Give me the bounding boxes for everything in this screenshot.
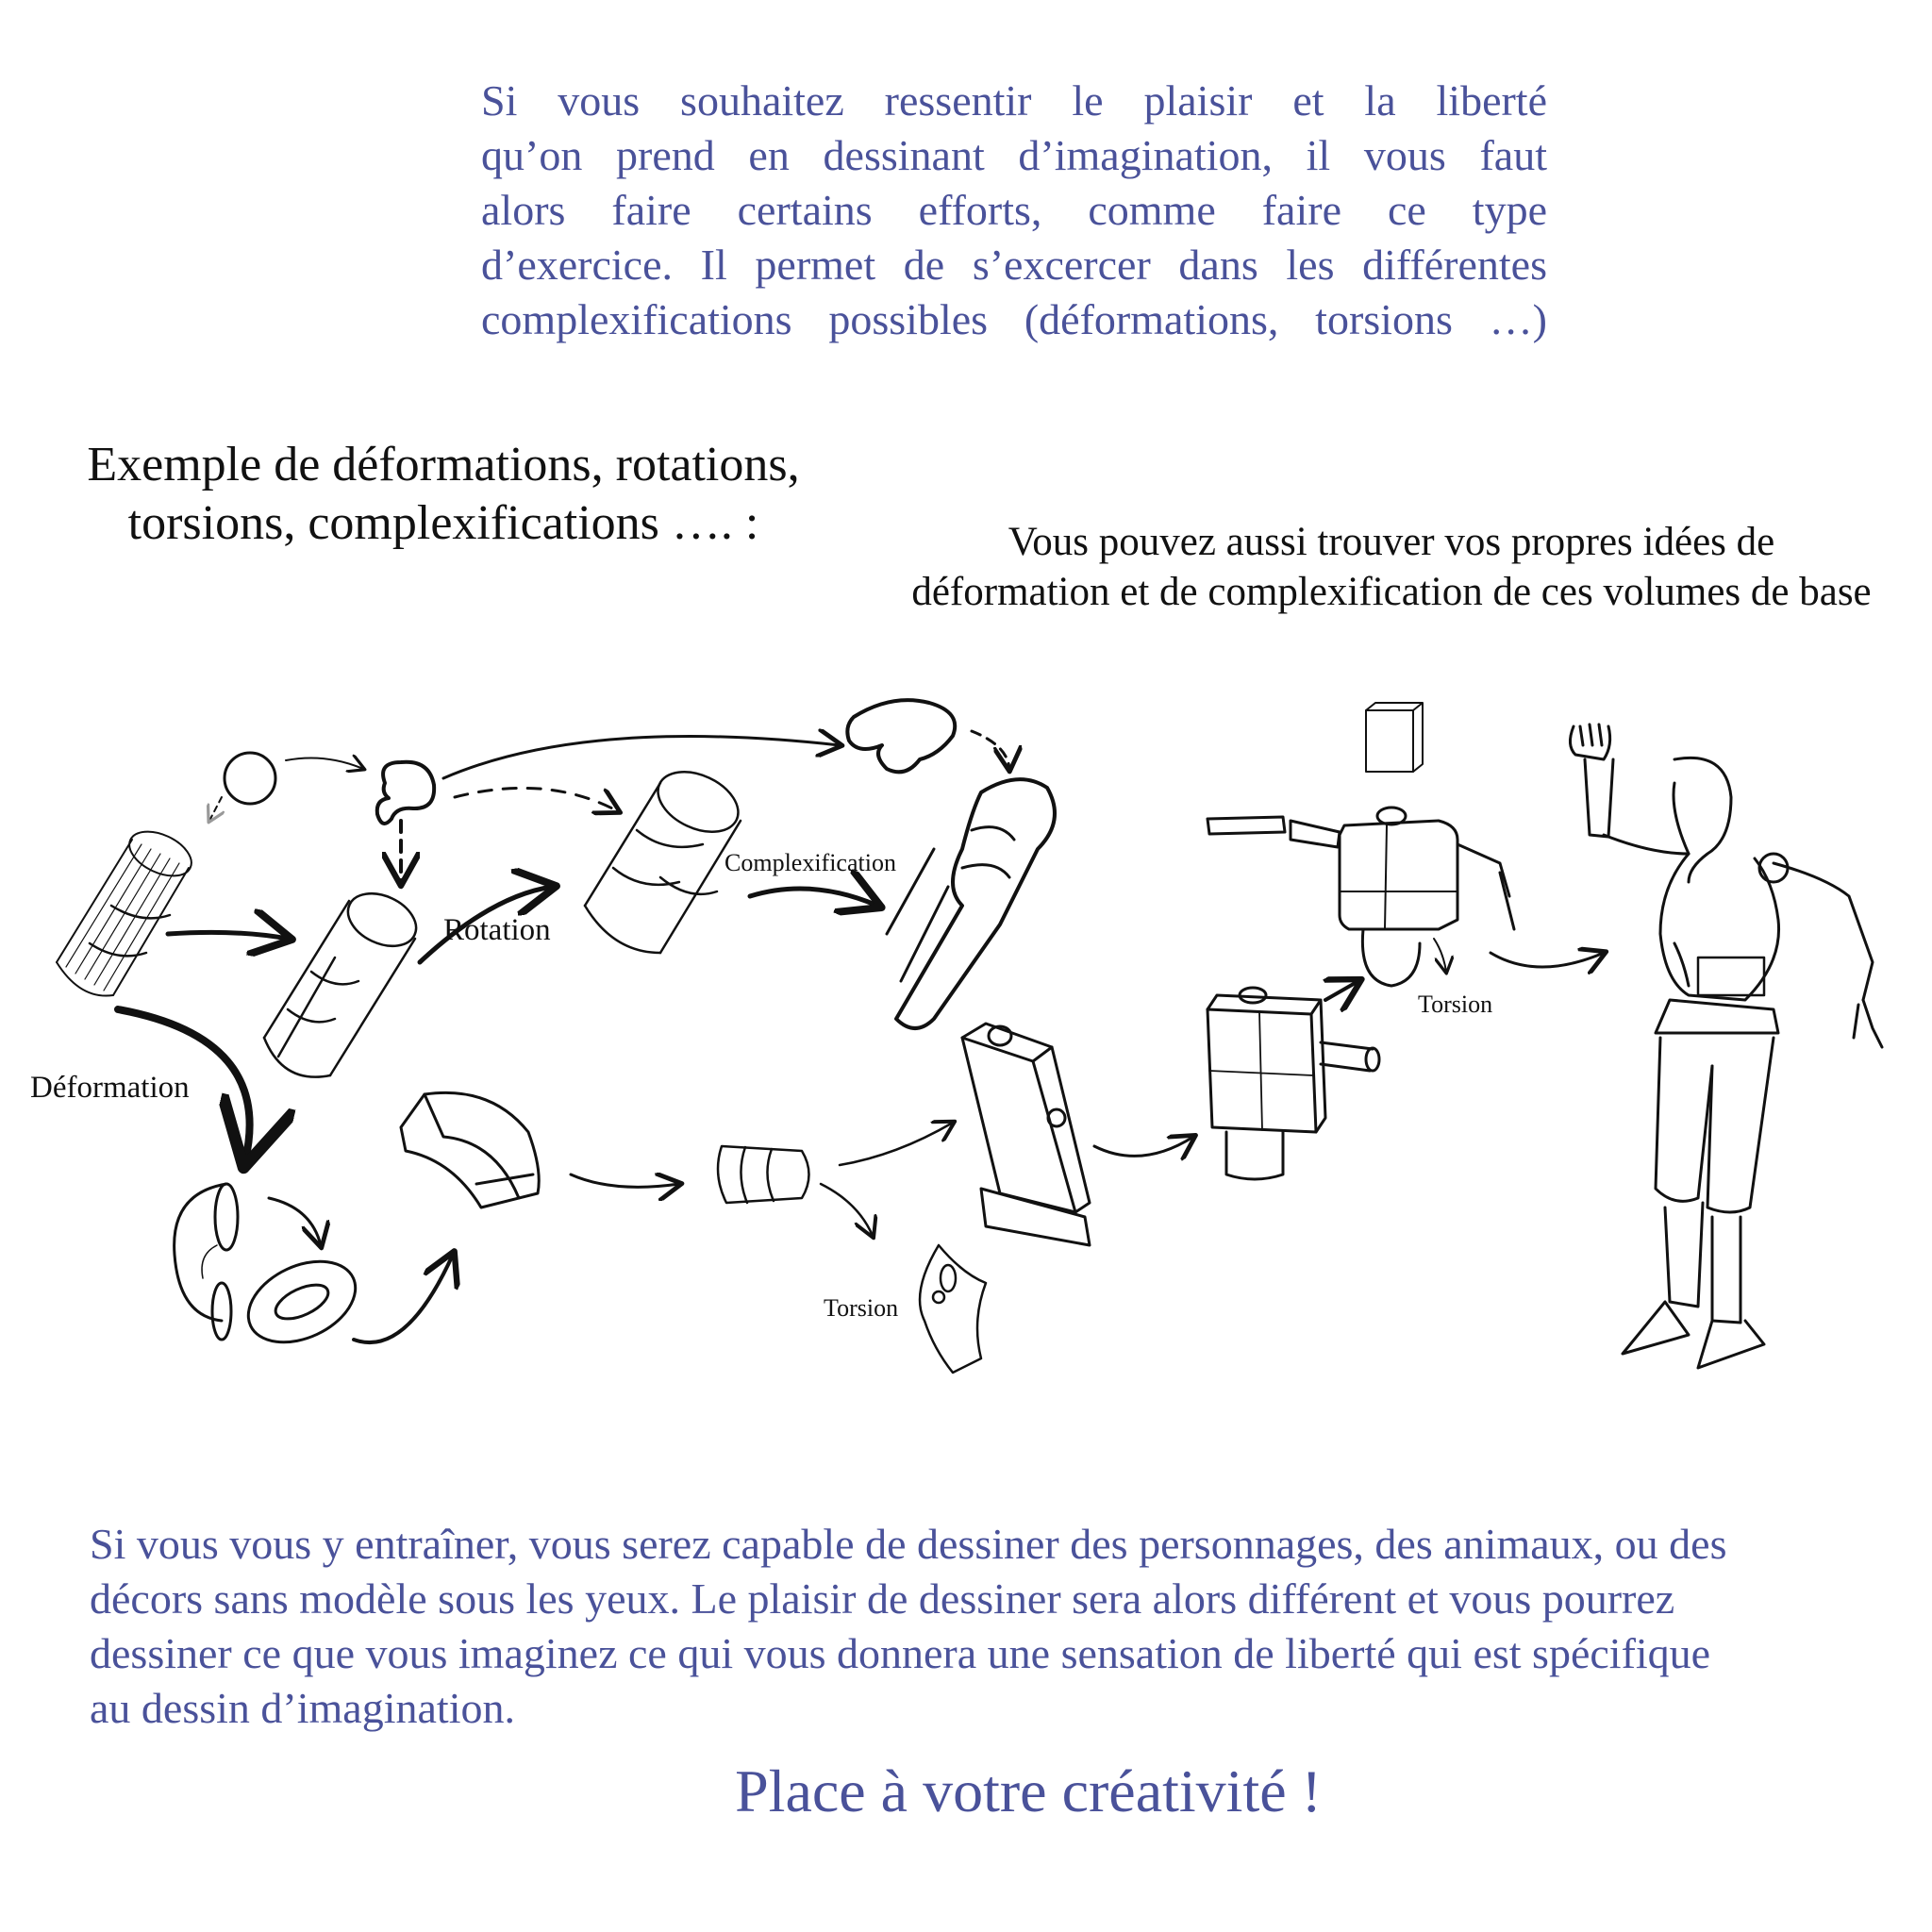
intro-line: Si vous souhaitez ressentir le plaisir et la liberté [481, 76, 1547, 125]
curved-block [401, 1092, 539, 1208]
intro-paragraph [481, 74, 1547, 347]
outro-line: Si vous vous y entraîner, vous serez capable de dessiner des personnages, des animaux, ou des [90, 1520, 1727, 1568]
complexified-cylinders [887, 779, 1055, 1028]
outro-line: décors sans modèle sous les yeux. Le plaisir de dessiner sera alors différent et vous pourrez [90, 1574, 1675, 1623]
small-cylinder-segment [718, 1146, 809, 1203]
blob-shape [377, 762, 434, 824]
tilted-box-on-base [962, 1024, 1090, 1245]
label-torsion-upper: Torsion [1418, 991, 1493, 1018]
example-heading-line: torsions, complexifications …. : [127, 496, 759, 550]
rotated-segmented-cylinder [585, 760, 748, 953]
segmented-cylinder [264, 883, 425, 1076]
ideas-note [854, 517, 1929, 617]
bent-tube [175, 1184, 238, 1340]
hatched-cylinder [57, 823, 198, 995]
torus [236, 1245, 369, 1358]
twisted-block [920, 1245, 986, 1373]
label-rotation: Rotation [443, 913, 551, 947]
intro-line: complexifications possibles (déformations, torsions …) [481, 295, 1547, 343]
outro-line: dessiner ce que vous imaginez ce qui vous donnera une sensation de liberté qui est spécifique [90, 1629, 1711, 1677]
outro-line: au dessin d’imagination. [90, 1684, 515, 1732]
circle-shape [225, 753, 275, 804]
label-deformation: Déformation [30, 1071, 190, 1105]
intro-line: qu’on prend en dessinant d’imagination, il vous faut [481, 131, 1547, 179]
ideas-note-line: déformation et de complexification de ces volumes de base [911, 570, 1872, 614]
closing-slogan: Place à votre créativité ! [735, 1757, 1322, 1824]
outro-paragraph [90, 1517, 1891, 1736]
box-with-arm [1208, 988, 1379, 1179]
example-heading-line: Exemple de déformations, rotations, [87, 438, 800, 491]
ideas-note-line: Vous pouvez aussi trouver vos propres idées de [1008, 520, 1775, 564]
label-torsion-lower: Torsion [824, 1294, 899, 1322]
intro-line: d’exercice. Il permet de s’excercer dans les différentes [481, 241, 1547, 289]
example-heading [57, 436, 830, 553]
robot-torso [1208, 808, 1514, 986]
wireframe-cube [1366, 703, 1423, 772]
hand-blob-shape [847, 700, 955, 772]
jointed-figure [1570, 724, 1882, 1368]
label-complexification: Complexification [724, 849, 896, 876]
intro-line: alors faire certains efforts, comme faire ce type [481, 186, 1547, 234]
